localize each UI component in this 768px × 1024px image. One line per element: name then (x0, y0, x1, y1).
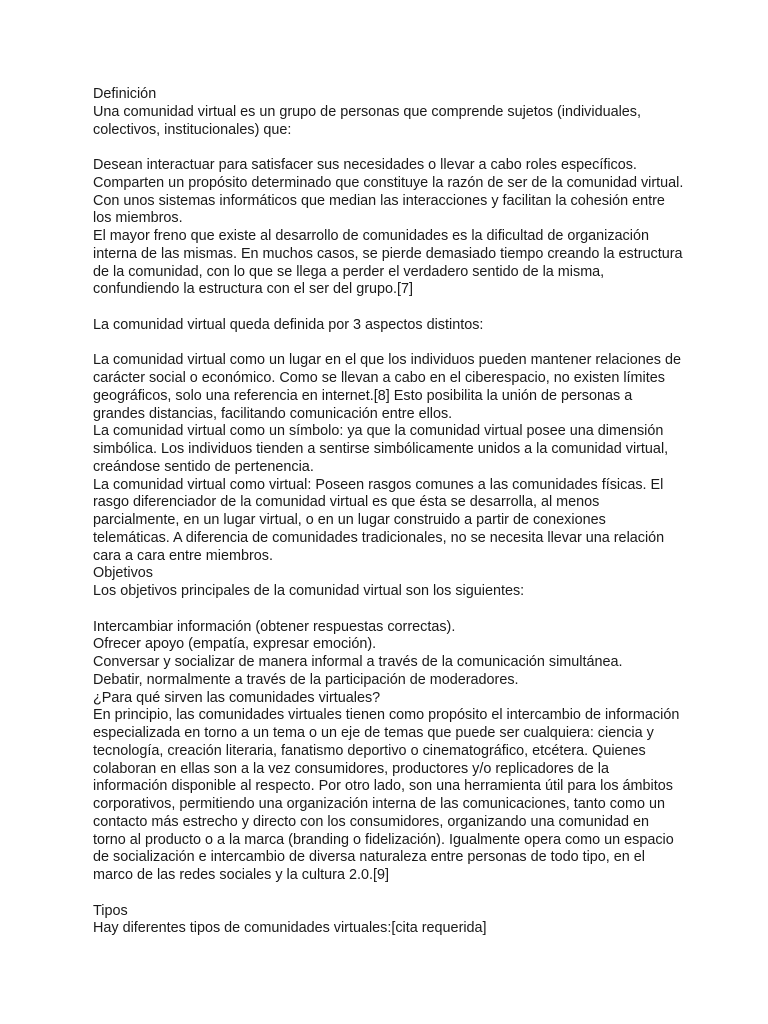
text-line: geográficos, solo una referencia en internet.[8] Esto posibilita la unión de personas a (93, 387, 633, 404)
text-line: Los objetivos principales de la comunidad virtual son los siguientes: (93, 583, 525, 599)
text-line: Intercambiar información (obtener respuestas correctas). (93, 618, 456, 635)
text-line: colaboran en ellas son a la vez consumidores, productores y/o replicadores de la (93, 760, 609, 777)
text-line: Definición (93, 86, 157, 102)
text-line: rasgo diferenciador de la comunidad virtual es que ésta se desarrolla, al menos (93, 494, 600, 511)
text-line: Desean interactuar para satisfacer sus necesidades o llevar a cabo roles específicos. (93, 157, 637, 173)
text-line: de socialización e intercambio de diversa naturaleza entre personas de todo tipo, en el (93, 849, 645, 866)
text-line: torno al producto o a la marca (branding o fidelización). Igualmente opera como un espacio (93, 831, 674, 848)
text-line: Hay diferentes tipos de comunidades virtuales:[cita requerida] (93, 920, 487, 937)
text-line: ¿Para qué sirven las comunidades virtuales? (93, 689, 381, 706)
text-line: corporativos, permitiendo una organización interna de las comunicaciones, tanto como un (93, 796, 665, 812)
text-line: La comunidad virtual como un lugar en el que los individuos pueden mantener relaciones de (93, 352, 681, 369)
text-line: Debatir, normalmente a través de la participación de moderadores. (93, 671, 519, 688)
document-body (93, 86, 684, 938)
text-line: contacto más estrecho y directo con los consumidores, organizando una comunidad en (93, 813, 649, 830)
text-line: Comparten un propósito determinado que constituye la razón de ser de la comunidad virtual. (93, 174, 684, 191)
text-line: Con unos sistemas informáticos que median las interacciones y facilitan la cohesión entre (93, 192, 665, 209)
text-line: de la comunidad, con lo que se llega a perder el verdadero sentido de la misma, (93, 263, 605, 280)
text-line: confundiendo la estructura con el ser del grupo.[7] (93, 281, 413, 298)
text-line: marco de las redes sociales y la cultura 2.0.[9] (93, 867, 389, 883)
text-line: Objetivos (93, 565, 153, 582)
text-line: Ofrecer apoyo (empatía, expresar emoción). (93, 636, 377, 653)
text-line: grandes distancias, facilitando comunicación entre ellos. (93, 405, 453, 422)
text-line: La comunidad virtual como virtual: Poseen rasgos comunes a las comunidades físicas. El (93, 476, 664, 493)
text-line: simbólica. Los individuos tienden a sentirse simbólicamente unidos a la comunidad virtual, (93, 441, 669, 457)
text-line: Conversar y socializar de manera informal a través de la comunicación simultánea. (93, 654, 623, 670)
text-line: los miembros. (93, 210, 183, 227)
blank-line (93, 335, 668, 353)
text-line: tecnología, creación literaria, fanatismo deportivo o cinematográfico, etcétera. Quienes (93, 742, 646, 759)
text-line: colectivos, institucionales) que: (93, 121, 292, 138)
text-line: El mayor freno que existe al desarrollo de comunidades es la dificultad de organización (93, 228, 649, 244)
text-line: carácter social o económico. Como se llevan a cabo en el ciberespacio, no existen límites (93, 370, 665, 386)
text-line: cara a cara entre miembros. (93, 547, 273, 564)
blank-line (93, 885, 668, 903)
blank-line (93, 299, 668, 317)
blank-line (93, 139, 668, 157)
blank-line (93, 601, 668, 619)
text-line: información disponible al respecto. Por otro lado, son una herramienta útil para los ámbitos (93, 778, 673, 795)
text-line: creándose sentido de pertenencia. (93, 458, 314, 475)
text-line: La comunidad virtual como un símbolo: ya que la comunidad virtual posee una dimensión (93, 423, 664, 440)
text-line: interna de las mismas. En muchos casos, se pierde demasiado tiempo creando la estructura (93, 245, 683, 262)
text-line: En principio, las comunidades virtuales tienen como propósito el intercambio de información (93, 707, 680, 724)
text-line: La comunidad virtual queda definida por 3 aspectos distintos: (93, 316, 484, 333)
text-line: Una comunidad virtual es un grupo de personas que comprende sujetos (individuales, (93, 103, 641, 120)
text-line: Tipos (93, 902, 128, 919)
text-line: telemáticas. A diferencia de comunidades tradicionales, no se necesita llevar una relación (93, 529, 665, 546)
text-line: especializada en torno a un tema o un eje de temas que puede ser cualquiera: ciencia y (93, 725, 654, 741)
text-line: parcialmente, en un lugar virtual, o en un lugar construido a partir de conexiones (93, 512, 606, 528)
